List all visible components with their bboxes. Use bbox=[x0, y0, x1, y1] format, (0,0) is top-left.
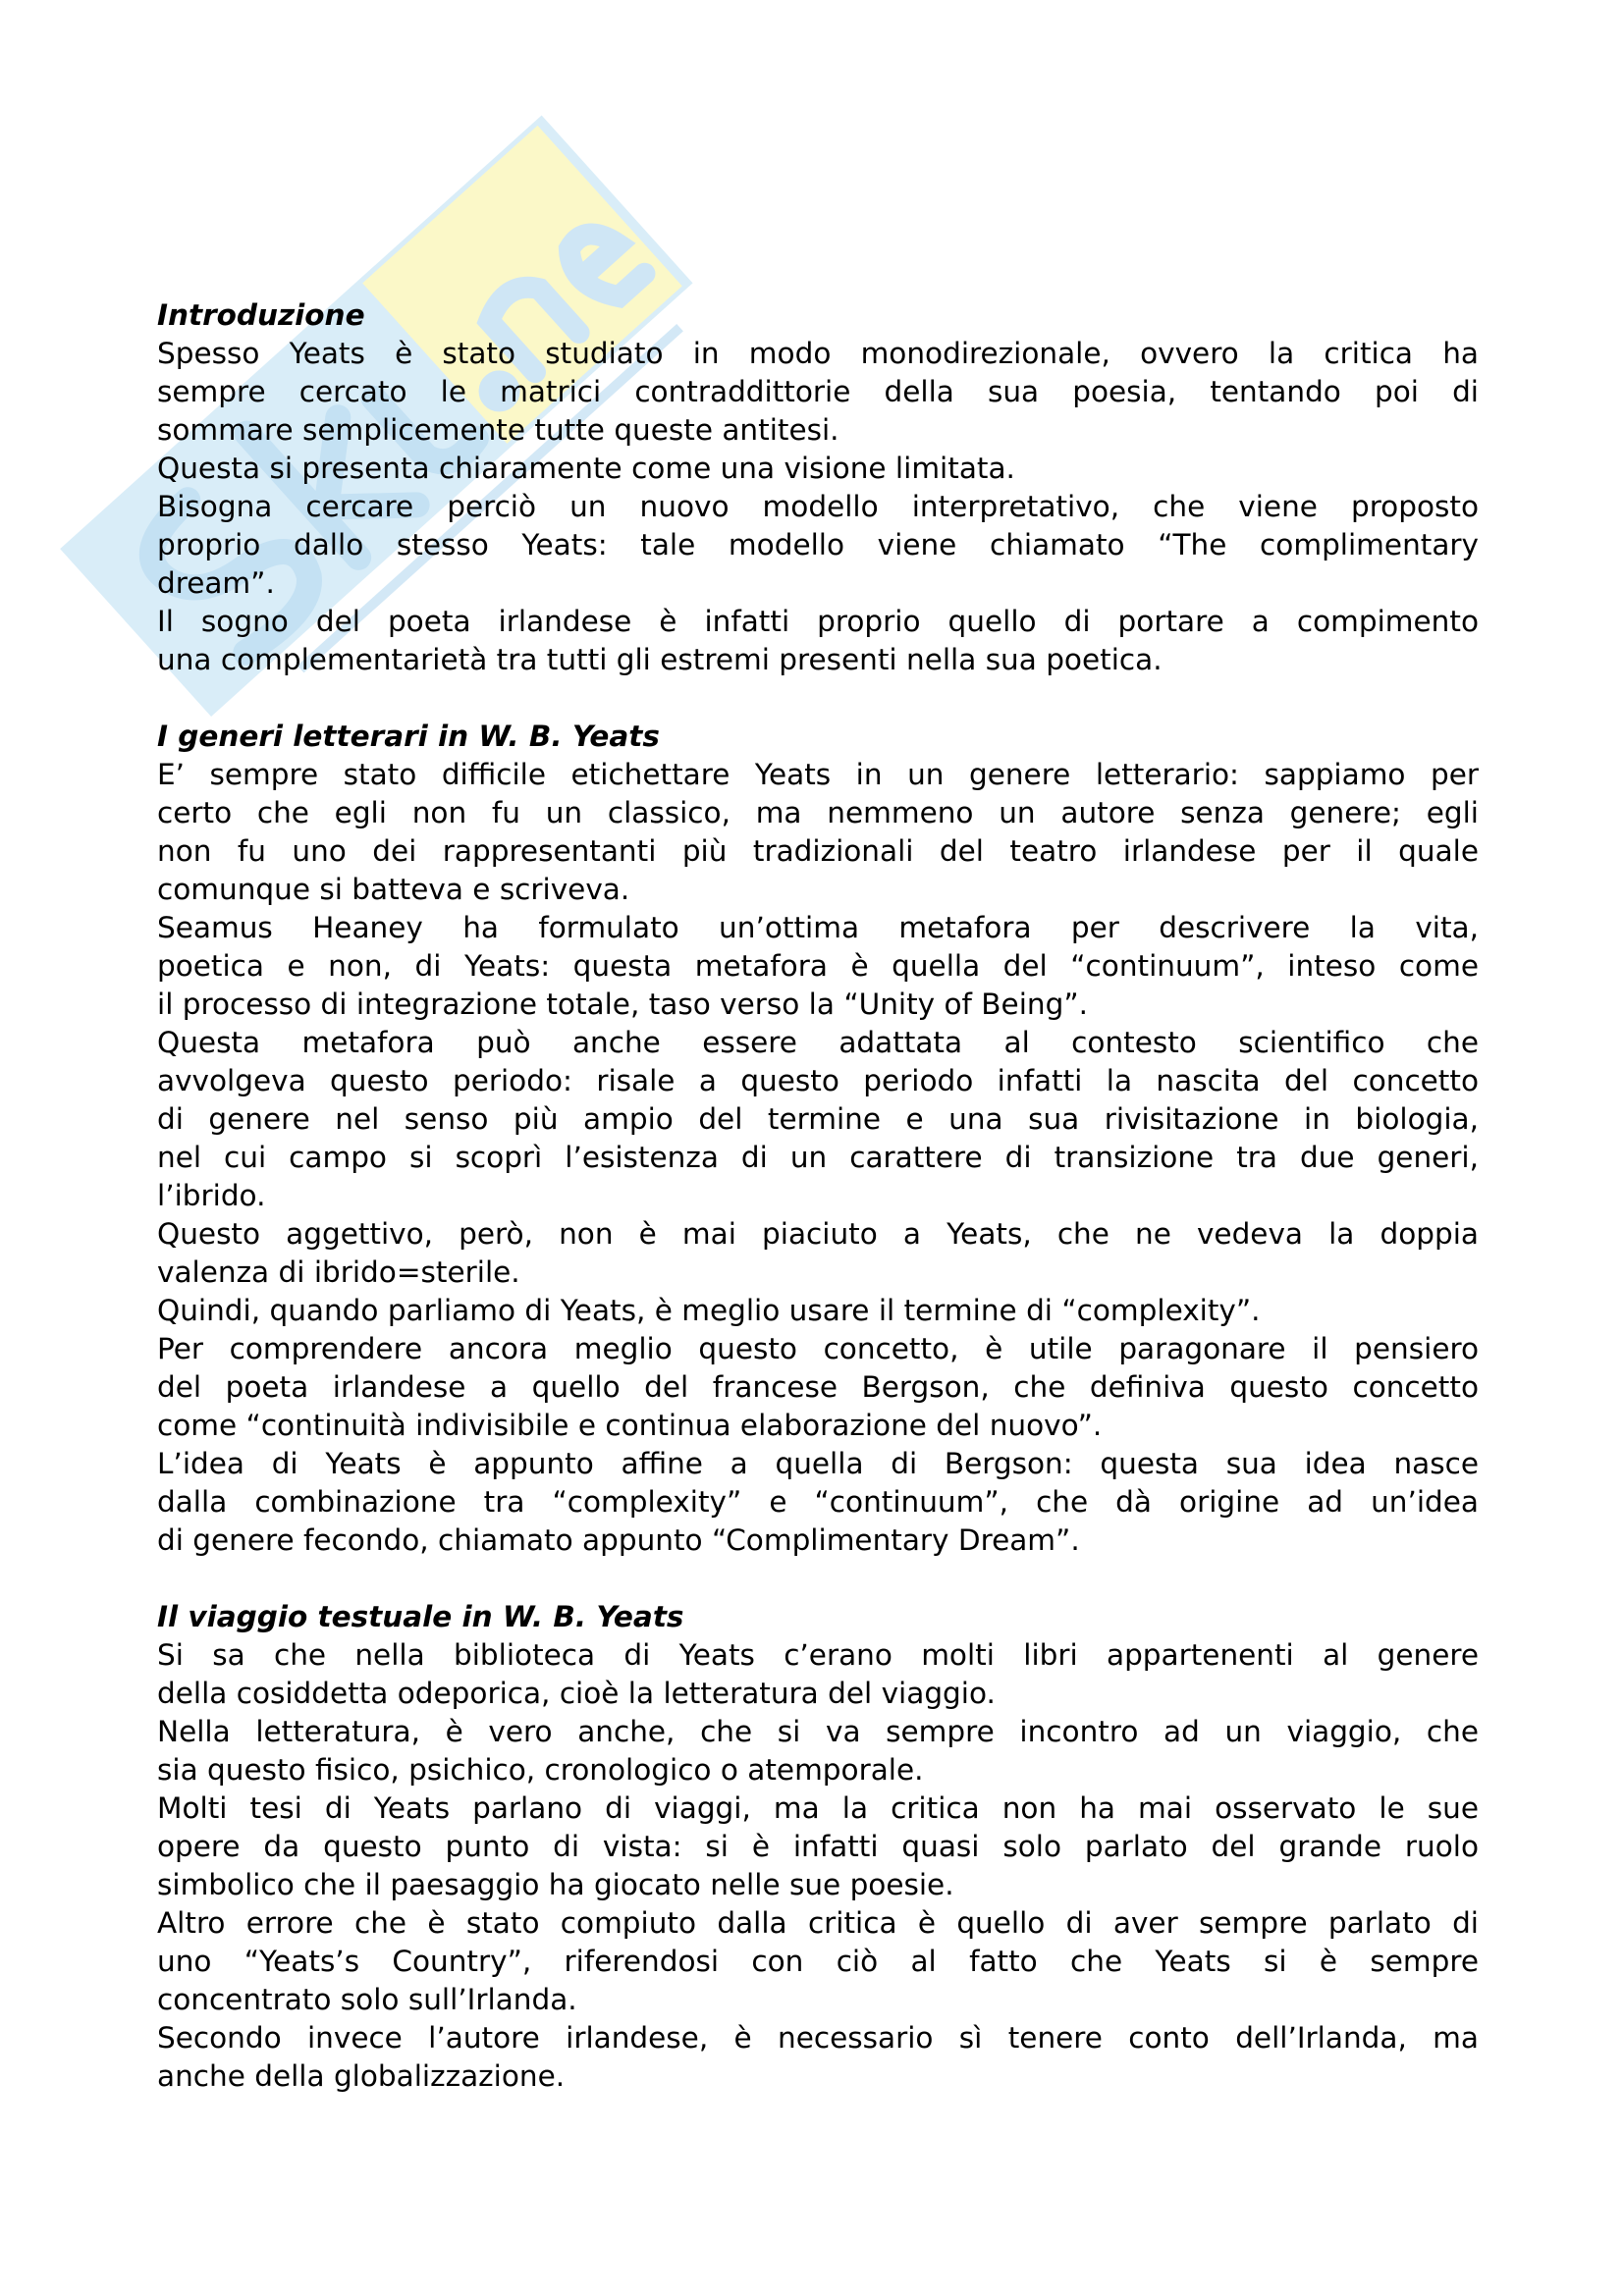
section bbox=[157, 1598, 1479, 2096]
text-line: uno “Yeats’s Country”, riferendosi con ciò al fatto che Yeats si è sempre bbox=[157, 1945, 1479, 1978]
text-line: una complementarietà tra tutti gli estremi presenti nella sua poetica. bbox=[157, 643, 1163, 676]
text-line: valenza di ibrido=sterile. bbox=[157, 1255, 520, 1289]
text-line: concentrato solo sull’Irlanda. bbox=[157, 1983, 577, 2016]
section-heading: I generi letterari in W. B. Yeats bbox=[157, 720, 660, 753]
text-line: Secondo invece l’autore irlandese, è necessario sì tenere conto dell’Irlanda, ma bbox=[157, 2021, 1479, 2055]
paragraph bbox=[157, 1292, 1479, 1330]
section bbox=[157, 718, 1479, 1560]
text-line: l’ibrido. bbox=[157, 1179, 266, 1212]
blank-line bbox=[157, 679, 1479, 718]
text-line: Si sa che nella biblioteca di Yeats c’erano molti libri appartenenti al genere bbox=[157, 1638, 1479, 1672]
text-line: come “continuità indivisibile e continua elaborazione del nuovo”. bbox=[157, 1409, 1103, 1442]
text-line: Questa si presenta chiaramente come una visione limitata. bbox=[157, 452, 1015, 485]
text-line: Seamus Heaney ha formulato un’ottima metafora per descrivere la vita, bbox=[157, 911, 1479, 944]
text-line: Quindi, quando parliamo di Yeats, è meglio usare il termine di “complexity”. bbox=[157, 1294, 1261, 1327]
text-line: Molti tesi di Yeats parlano di viaggi, ma la critica non ha mai osservato le sue bbox=[157, 1791, 1479, 1825]
text-line: non fu uno dei rappresentanti più tradizionali del teatro irlandese per il quale bbox=[157, 834, 1479, 868]
paragraph bbox=[157, 488, 1479, 603]
text-line: comunque si batteva e scriveva. bbox=[157, 873, 630, 906]
text-line: Altro errore che è stato compiuto dalla critica è quello di aver sempre parlato di bbox=[157, 1906, 1479, 1940]
section-heading: Il viaggio testuale in W. B. Yeats bbox=[157, 1600, 684, 1633]
text-line: avvolgeva questo periodo: risale a questo periodo infatti la nascita del concetto bbox=[157, 1064, 1479, 1097]
blank-line bbox=[157, 1560, 1479, 1598]
document-body bbox=[157, 296, 1479, 2096]
text-line: Questa metafora può anche essere adattata al contesto scientifico che bbox=[157, 1026, 1479, 1059]
paragraph bbox=[157, 2019, 1479, 2096]
text-line: Nella letteratura, è vero anche, che si va sempre incontro ad un viaggio, che bbox=[157, 1715, 1479, 1748]
text-line: proprio dallo stesso Yeats: tale modello viene chiamato “The complimentary bbox=[157, 528, 1479, 561]
text-line: Bisogna cercare perciò un nuovo modello interpretativo, che viene proposto bbox=[157, 490, 1479, 523]
paragraph bbox=[157, 756, 1479, 909]
paragraph bbox=[157, 1330, 1479, 1445]
text-line: sempre cercato le matrici contraddittorie della sua poesia, tentando poi di bbox=[157, 375, 1479, 408]
paragraph bbox=[157, 1713, 1479, 1789]
text-line: poetica e non, di Yeats: questa metafora è quella del “continuum”, inteso come bbox=[157, 949, 1479, 983]
text-line: della cosiddetta odeporica, cioè la letteratura del viaggio. bbox=[157, 1677, 996, 1710]
text-line: di genere fecondo, chiamato appunto “Complimentary Dream”. bbox=[157, 1523, 1080, 1557]
text-line: simbolico che il paesaggio ha giocato nelle sue poesie. bbox=[157, 1868, 954, 1901]
paragraph bbox=[157, 335, 1479, 450]
text-line: dalla combinazione tra “complexity” e “continuum”, che dà origine ad un’idea bbox=[157, 1485, 1479, 1519]
section bbox=[157, 296, 1479, 679]
text-line: Il sogno del poeta irlandese è infatti proprio quello di portare a compimento bbox=[157, 605, 1479, 638]
text-line: dream”. bbox=[157, 566, 275, 600]
text-line: E’ sempre stato difficile etichettare Yeats in un genere letterario: sappiamo per bbox=[157, 758, 1479, 791]
text-line: il processo di integrazione totale, taso verso la “Unity of Being”. bbox=[157, 988, 1088, 1021]
paragraph bbox=[157, 603, 1479, 679]
text-line: di genere nel senso più ampio del termine e una sua rivisitazione in biologia, bbox=[157, 1102, 1479, 1136]
paragraph bbox=[157, 1904, 1479, 2019]
paragraph bbox=[157, 1789, 1479, 1904]
text-line: sia questo fisico, psichico, cronologico o atemporale. bbox=[157, 1753, 924, 1787]
text-line: L’idea di Yeats è appunto affine a quella di Bergson: questa sua idea nasce bbox=[157, 1447, 1479, 1480]
text-line: sommare semplicemente tutte queste antitesi. bbox=[157, 413, 839, 447]
section-heading: Introduzione bbox=[157, 298, 365, 332]
text-line: Questo aggettivo, però, non è mai piaciuto a Yeats, che ne vedeva la doppia bbox=[157, 1217, 1479, 1251]
paragraph bbox=[157, 1024, 1479, 1215]
text-line: certo che egli non fu un classico, ma nemmeno un autore senza genere; egli bbox=[157, 796, 1479, 829]
text-line: opere da questo punto di vista: si è infatti quasi solo parlato del grande ruolo bbox=[157, 1830, 1479, 1863]
paragraph bbox=[157, 1445, 1479, 1560]
text-line: del poeta irlandese a quello del francese Bergson, che definiva questo concetto bbox=[157, 1370, 1479, 1404]
text-line: Spesso Yeats è stato studiato in modo monodirezionale, ovvero la critica ha bbox=[157, 337, 1479, 370]
paragraph bbox=[157, 1215, 1479, 1292]
paragraph bbox=[157, 1636, 1479, 1713]
text-line: anche della globalizzazione. bbox=[157, 2059, 566, 2093]
paragraph bbox=[157, 909, 1479, 1024]
paragraph bbox=[157, 450, 1479, 488]
text-line: nel cui campo si scoprì l’esistenza di un carattere di transizione tra due generi, bbox=[157, 1141, 1479, 1174]
text-line: Per comprendere ancora meglio questo concetto, è utile paragonare il pensiero bbox=[157, 1332, 1479, 1365]
